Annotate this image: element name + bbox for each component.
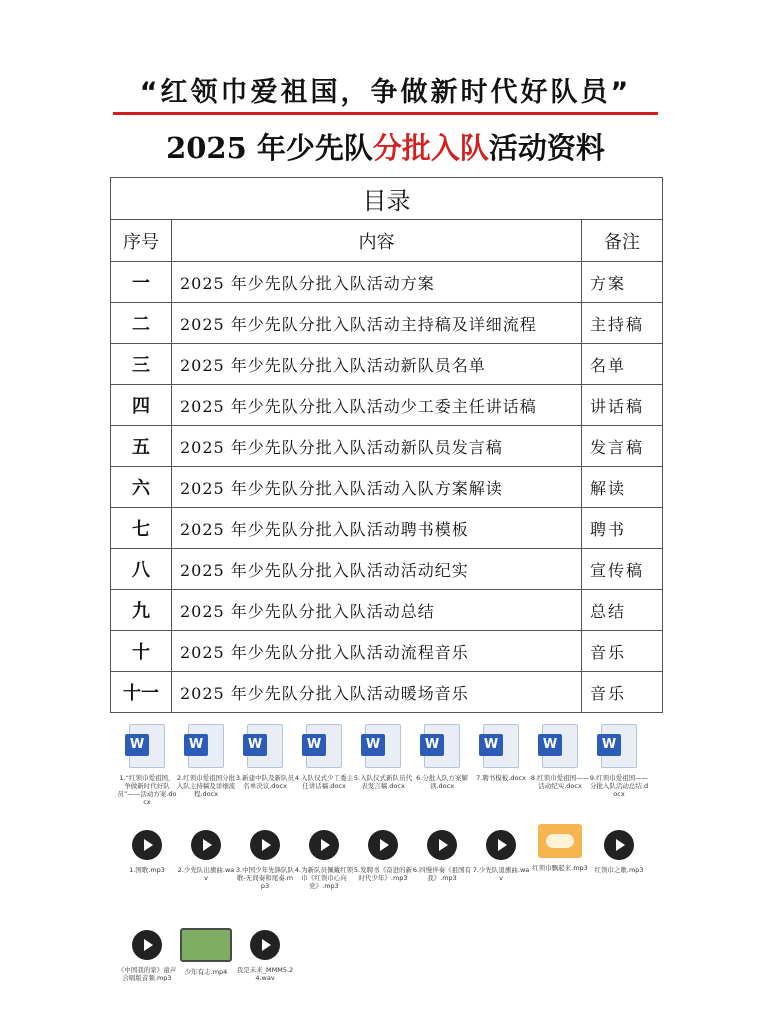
file-listing [117,720,657,1020]
toc-row-note: 讲话稿 [582,385,663,426]
file-name: 9.红领巾爱祖国——分批入队活动总结.docx [589,774,649,798]
file-item[interactable] [117,820,177,874]
file-item[interactable] [353,820,413,882]
file-name: 8.红领巾爱祖国——活动纪实.docx [530,774,590,790]
file-item[interactable] [294,720,354,790]
toc-row [111,426,663,467]
file-item[interactable] [589,820,649,874]
file-name: 1.“红领巾爱祖国，争做新时代好队员”——活动方案.docx [117,774,177,806]
toc-row-content: 2025 年少先队分批入队活动方案 [172,262,582,303]
file-item[interactable] [412,820,472,882]
toc-row-index: 三 [111,344,172,385]
word-logo-icon: W [420,734,444,756]
red-divider [113,112,658,115]
title-highlight: 分批入队 [372,131,489,165]
toc-row [111,672,663,713]
file-name: 少年有志.mp4 [184,968,228,976]
media-play-icon [486,830,516,860]
toc-row-index: 八 [111,549,172,590]
toc-row [111,467,663,508]
toc-row-content: 2025 年少先队分批入队活动聘书模板 [172,508,582,549]
file-item[interactable] [471,820,531,882]
media-play-icon [427,830,457,860]
file-item[interactable] [176,720,236,798]
file-name: 7.聘书模板.docx [476,774,526,782]
word-doc-icon [247,724,283,768]
toc-row-note: 名单 [582,344,663,385]
page-title [0,126,771,167]
media-play-icon [604,830,634,860]
toc-row-index: 二 [111,303,172,344]
col-header-index: 序号 [111,220,172,262]
toc-heading: 目录 [111,178,663,220]
toc-row-index: 一 [111,262,172,303]
toc-row [111,631,663,672]
word-logo-icon: W [125,734,149,756]
word-doc-icon [542,724,578,768]
toc-row-content: 2025 年少先队分批入队活动主持稿及详细流程 [172,303,582,344]
toc-row-note: 聘书 [582,508,663,549]
toc-row [111,508,663,549]
audio-file-row [117,820,657,920]
toc-row-note: 发言稿 [582,426,663,467]
word-logo-icon: W [361,734,385,756]
file-name: 3.中国少年先锋队队歌-无间奏和尾奏.mp3 [235,866,295,890]
word-logo-icon: W [538,734,562,756]
file-name: 2.红领巾爱祖国分批入队主持稿及详细流程.docx [176,774,236,798]
file-name: 4.入队仪式少工委主任讲话稿.docx [294,774,354,790]
file-item[interactable] [471,720,531,782]
file-name: 6.四慢伴奏《祖国有我》.mp3 [412,866,472,882]
word-doc-icon [188,724,224,768]
toc-row-index: 五 [111,426,172,467]
media-play-icon [368,830,398,860]
toc-row-content: 2025 年少先队分批入队活动少工委主任讲话稿 [172,385,582,426]
file-name: 红领巾飘起来.mp3 [532,864,588,872]
col-header-content: 内容 [172,220,582,262]
word-logo-icon: W [302,734,326,756]
toc-row-index: 四 [111,385,172,426]
toc-row-note: 方案 [582,262,663,303]
toc-row [111,590,663,631]
file-name: 7.少先队退旗曲.wav [472,866,530,882]
file-name: 《中国我的家》童声合唱版音频.mp3 [117,966,177,982]
toc-row-index: 九 [111,590,172,631]
media-play-icon [250,830,280,860]
file-item[interactable] [530,820,590,872]
toc-row-content: 2025 年少先队分批入队活动总结 [172,590,582,631]
file-name: 1.国歌.mp3 [129,866,165,874]
toc-row-content: 2025 年少先队分批入队活动新队员名单 [172,344,582,385]
toc-row-content: 2025 年少先队分批入队活动流程音乐 [172,631,582,672]
toc-row-index: 六 [111,467,172,508]
toc-row-note: 总结 [582,590,663,631]
file-name: 3.新建中队及新队员名单决议.docx [235,774,295,790]
file-item[interactable] [294,820,354,890]
word-logo-icon: W [597,734,621,756]
media-play-icon [132,830,162,860]
file-name: 2.少先队出旗曲.wav [177,866,235,882]
file-item[interactable] [235,720,295,790]
word-doc-icon [483,724,519,768]
file-item[interactable] [412,720,472,790]
toc-row-note: 主持稿 [582,303,663,344]
word-doc-icon [306,724,342,768]
file-item[interactable] [117,720,177,806]
file-item[interactable] [530,720,590,790]
toc-table [110,177,663,713]
file-item[interactable] [176,820,236,882]
file-item[interactable] [176,920,236,976]
media-play-icon [191,830,221,860]
toc-row-content: 2025 年少先队分批入队活动入队方案解读 [172,467,582,508]
title-suffix: 活动资料 [488,131,605,165]
word-logo-icon: W [243,734,267,756]
toc-row-index: 十一 [111,672,172,713]
video-thumbnail [180,928,232,962]
file-name: 5.发聘书《奋进的新时代少年》.mp3 [353,866,413,882]
toc-row [111,303,663,344]
kids-cover-thumbnail [538,824,582,858]
toc-row-content: 2025 年少先队分批入队活动活动纪实 [172,549,582,590]
file-name: 5.入队仪式新队员代表发言稿.docx [353,774,413,790]
file-item[interactable] [353,720,413,790]
file-name: 6.分批入队方案解读.docx [416,774,468,790]
file-item[interactable] [235,820,295,890]
toc-row-note: 解读 [582,467,663,508]
file-name: 我是未来_MMM5.24.wav [236,966,294,982]
word-doc-icon [601,724,637,768]
word-logo-icon: W [184,734,208,756]
col-header-note: 备注 [582,220,663,262]
toc-row [111,344,663,385]
media-play-icon [132,930,162,960]
toc-row [111,262,663,303]
toc-row-index: 十 [111,631,172,672]
word-doc-icon [129,724,165,768]
toc-row [111,549,663,590]
toc-row-note: 宣传稿 [582,549,663,590]
toc-row-content: 2025 年少先队分批入队活动新队员发言稿 [172,426,582,467]
title-prefix: 2025 年少先队 [166,131,373,165]
toc-row-note: 音乐 [582,631,663,672]
file-item[interactable] [589,720,649,798]
media-play-icon [250,930,280,960]
word-logo-icon: W [479,734,503,756]
file-name: 红领巾之歌.mp3 [594,866,644,874]
extra-file-row [117,920,657,1020]
media-play-icon [309,830,339,860]
file-item[interactable] [235,920,295,982]
toc-row [111,385,663,426]
docx-file-row [117,720,657,820]
word-doc-icon [424,724,460,768]
word-doc-icon [365,724,401,768]
file-item[interactable] [117,920,177,982]
file-name: 4.为新队员佩戴红领巾《红领巾心向党》.mp3 [294,866,354,890]
toc-row-content: 2025 年少先队分批入队活动暖场音乐 [172,672,582,713]
toc-row-note: 音乐 [582,672,663,713]
toc-row-index: 七 [111,508,172,549]
slogan: “红领巾爱祖国，争做新时代好队员” [139,77,632,108]
